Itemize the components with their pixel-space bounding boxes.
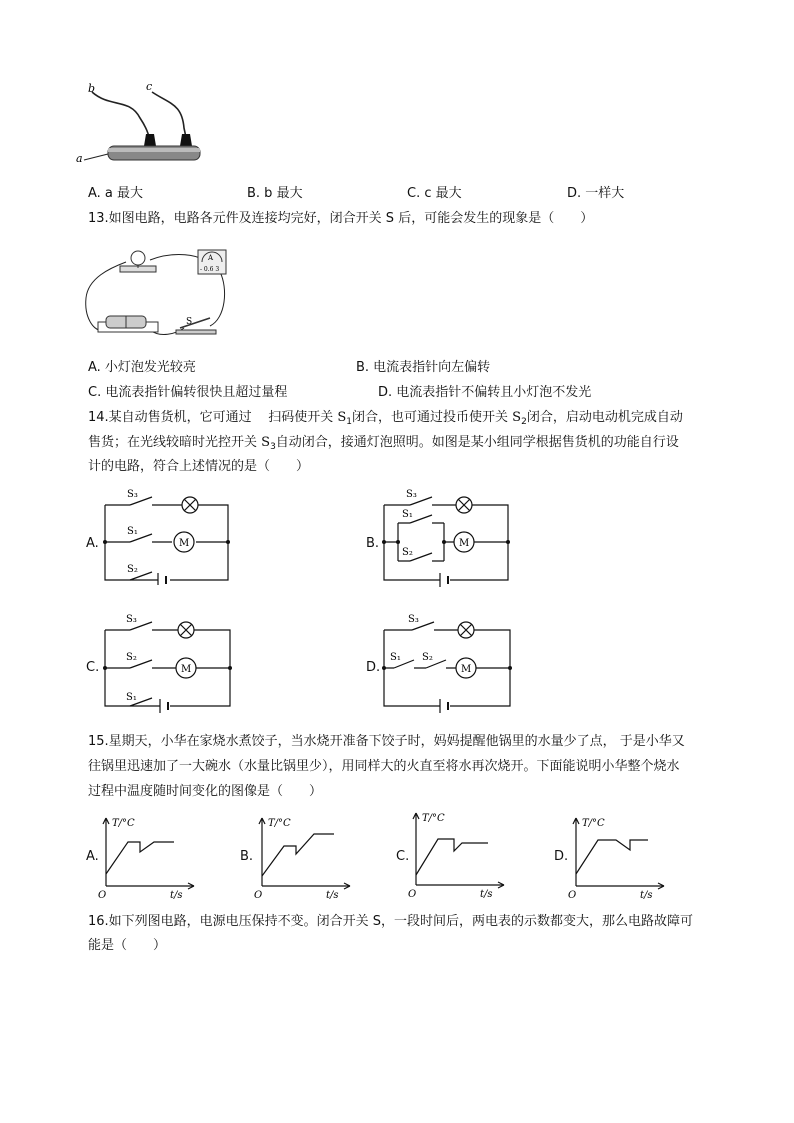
q13-option-a[interactable]: A. 小灯泡发光较亮 xyxy=(88,360,196,375)
q15-option-c[interactable]: C. xyxy=(396,849,410,864)
ammeter-label: A xyxy=(208,254,214,262)
svg-text:M: M xyxy=(461,664,472,675)
q14-option-a[interactable]: A. xyxy=(86,536,99,551)
q15-graph-a xyxy=(98,810,198,900)
svg-text:t/s: t/s xyxy=(480,889,493,900)
q12-figure xyxy=(70,78,220,178)
q14-circuit-d xyxy=(378,610,518,714)
q16-stem-line1: 16.如下列图电路，电源电压保持不变。闭合开关 S，一段时间后，两电表的示数都变大，那么电路故障可 xyxy=(88,914,694,929)
q14-stem-line2: 售货；在光线较暗时光控开关 $S_3$自动闭合，接通灯泡照明。如图是某小组同学根据售货机的功能自行设 xyxy=(88,435,679,452)
q16-stem-line2: 能是（ ） xyxy=(88,938,167,953)
svg-text:S₂: S₂ xyxy=(126,652,137,663)
svg-text:O: O xyxy=(568,890,577,900)
label-s3: S₃ xyxy=(127,489,138,500)
svg-text:S₃: S₃ xyxy=(126,614,137,625)
q15-graph-c xyxy=(408,805,508,900)
svg-text:T/°C: T/°C xyxy=(582,818,605,829)
svg-text:O: O xyxy=(254,890,263,900)
svg-text:S₁: S₁ xyxy=(126,692,137,703)
q13-circuit-figure xyxy=(80,238,230,348)
q15-stem-line1: 15.星期天，小华在家烧水煮饺子，当水烧开准备下饺子时，妈妈提醒他锅里的水量少了点， 于是小华又 xyxy=(88,734,685,749)
q15-option-b[interactable]: B. xyxy=(240,849,254,864)
q12-option-c[interactable]: C. c 最大 xyxy=(407,186,462,201)
q14-option-d[interactable]: D. xyxy=(366,660,381,675)
ammeter-scale: - 0.6 3 xyxy=(200,266,220,273)
q13-option-d[interactable]: D. 电流表指针不偏转且小灯泡不发光 xyxy=(378,385,592,400)
q14-circuit-b xyxy=(378,485,518,587)
probe-label-a: a xyxy=(76,152,83,165)
axis-y: T/°C xyxy=(112,818,135,829)
svg-text:M: M xyxy=(181,664,192,675)
svg-text:T/°C: T/°C xyxy=(422,813,445,824)
axis-x: t/s xyxy=(170,890,183,900)
q12-option-a[interactable]: A. a 最大 xyxy=(88,186,144,201)
q14-stem-line3: 计的电路，符合上述情况的是（ ） xyxy=(88,459,310,474)
q12-option-d[interactable]: D. 一样大 xyxy=(567,186,625,201)
q15-option-d[interactable]: D. xyxy=(554,849,569,864)
q15-stem-line3: 过程中温度随时间变化的图像是（ ） xyxy=(88,784,323,799)
axis-origin: O xyxy=(98,890,107,900)
svg-text:M: M xyxy=(459,538,470,549)
motor-label: M xyxy=(179,538,190,549)
q15-graph-b xyxy=(254,810,354,900)
svg-text:S₂: S₂ xyxy=(402,547,413,558)
probe-label-b: b xyxy=(88,82,96,95)
q14-stem-line1: 14.某自动售货机，它可通过 扫码使开关 $S_1$闭合，也可通过投币使开关 $S_2$闭合，启动电动机完成自动 xyxy=(88,410,683,427)
svg-text:S₁: S₁ xyxy=(402,509,413,520)
q14-circuit-a xyxy=(100,485,235,585)
label-s2: S₂ xyxy=(127,564,138,575)
svg-text:S₂: S₂ xyxy=(422,652,433,663)
q14-circuit-c xyxy=(100,610,235,714)
q15-graph-d xyxy=(568,810,668,900)
q13-stem: 13.如图电路，电路各元件及连接均完好，闭合开关 S 后，可能会发生的现象是（ ） xyxy=(88,211,594,226)
label-s1: S₁ xyxy=(127,526,138,537)
svg-text:T/°C: T/°C xyxy=(268,818,291,829)
q13-option-b[interactable]: B. 电流表指针向左偏转 xyxy=(356,360,491,375)
q14-option-b[interactable]: B. xyxy=(366,536,380,551)
svg-text:S₃: S₃ xyxy=(406,489,417,500)
q14-option-c[interactable]: C. xyxy=(86,660,100,675)
svg-text:S₃: S₃ xyxy=(408,614,419,625)
probe-label-c: c xyxy=(146,80,153,93)
q15-option-a[interactable]: A. xyxy=(86,849,99,864)
switch-label: S xyxy=(186,317,193,327)
q15-stem-line2: 往锅里迅速加了一大碗水（水量比锅里少），用同样大的火直至将水再次烧开。下面能说明小华整个烧水 xyxy=(88,759,680,774)
q12-option-b[interactable]: B. b 最大 xyxy=(247,186,303,201)
svg-text:t/s: t/s xyxy=(640,890,653,900)
svg-text:O: O xyxy=(408,889,417,900)
svg-text:t/s: t/s xyxy=(326,890,339,900)
svg-text:S₁: S₁ xyxy=(390,652,401,663)
q13-option-c[interactable]: C. 电流表指针偏转很快且超过量程 xyxy=(88,385,288,400)
